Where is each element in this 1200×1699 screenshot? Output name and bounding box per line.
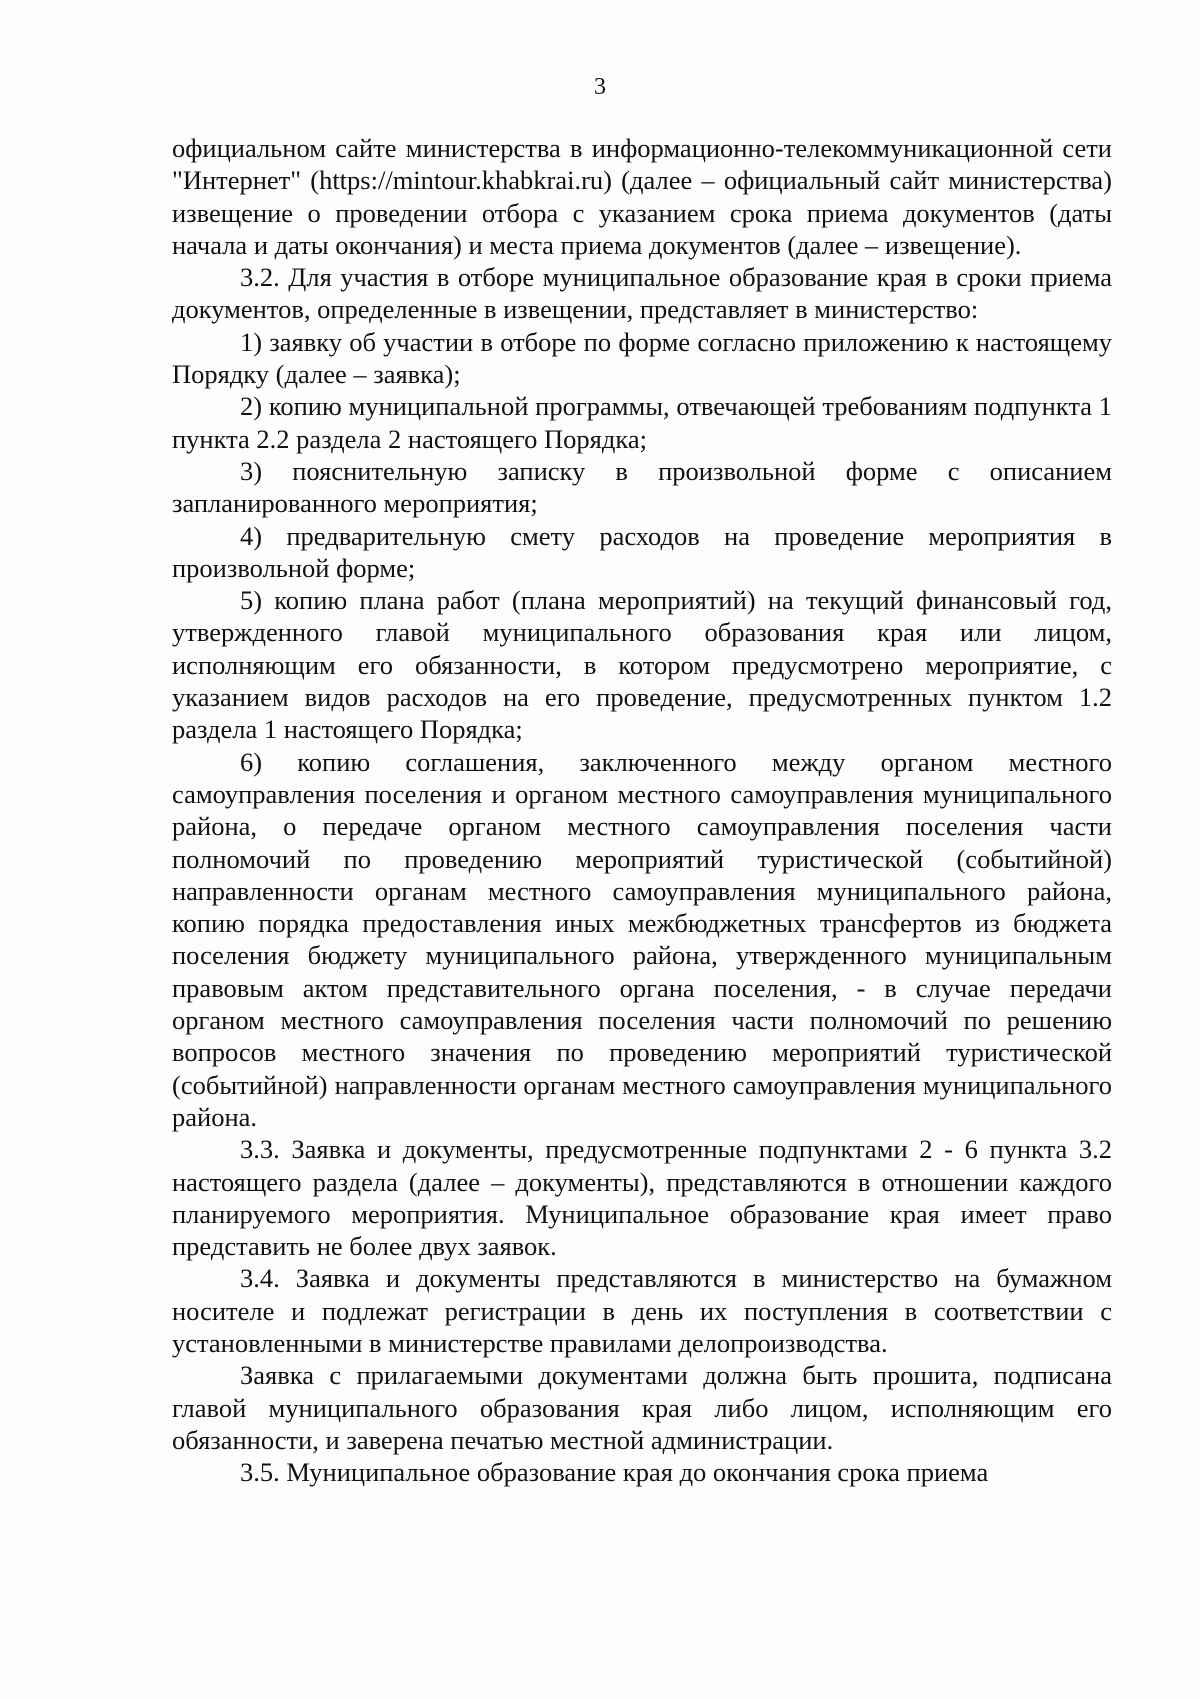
list-item-2: 2) копию муниципальной программы, отвечающей требованиям подпункта 1 пункта 2.2 раздела 2 настоящего Порядка; xyxy=(172,391,1112,454)
paragraph-3-2: 3.2. Для участия в отборе муниципальное образование края в сроки приема документов, определенные в извещении, представляет в министерство: xyxy=(172,262,1112,325)
page-number: 3 xyxy=(594,74,606,100)
paragraph-1: официальном сайте министерства в информационно-телекоммуникационной сети "Интернет" (https://mintour.khabkrai.ru) (далее – официальный сайт министерства) извещение о проведении отбора с указанием срока приема документов (даты начала и даты окончания) и места приема документов (далее – извещение). xyxy=(172,133,1112,260)
list-item-3: 3) пояснительную записку в произвольной форме с описанием запланированного мероприятия; xyxy=(172,455,1112,519)
list-item-6: 6) копию соглашения, заключенного между органом местного самоуправления поселения и органом местного самоуправления муниципального района, о передаче органом местного самоуправления поселения части полномочий по проведению мероприятий туристической (событийной) направленности органам местного самоуправления муниципального района, копию порядка предоставления иных межбюджетных трансфертов из бюджета поселения бюджету муниципального района, утвержденного муниципальным правовым актом представительного органа поселения, - в случае передачи органом местного самоуправления поселения части полномочий по решению вопросов местного значения по проведению мероприятий туристической (событийной) направленности органам местного самоуправления муниципального района. xyxy=(172,746,1112,1132)
paragraph-3-4: 3.4. Заявка и документы представляются в министерство на бумажном носителе и подлежат регистрации в день их поступления в соответствии с установленными в министерстве правилами делопроизводства. xyxy=(172,1263,1112,1358)
list-item-4: 4) предварительную смету расходов на проведение мероприятия в произвольной форме; xyxy=(172,520,1112,583)
paragraph-3-5: 3.5. Муниципальное образование края до окончания срока приема xyxy=(240,1457,989,1488)
list-item-5: 5) копию плана работ (плана мероприятий) на текущий финансовый год, утвержденного главой муниципального образования края или лицом, исполняющим его обязанности, в котором предусмотрено мероприятие, с указанием видов расходов на его проведение, предусмотренных пунктом 1.2 раздела 1 настоящего Порядка; xyxy=(172,585,1112,745)
paragraph-binding-requirements: Заявка с прилагаемыми документами должна быть прошита, подписана главой муниципального образования края либо лицом, исполняющим его обязанности, и заверена печатью местной администрации. xyxy=(172,1360,1112,1455)
document-body xyxy=(172,132,1112,1488)
paragraph-3-3: 3.3. Заявка и документы, предусмотренные подпунктами 2 - 6 пункта 3.2 настоящего раздела (далее – документы), представляются в отношении каждого планируемого мероприятия. Муниципальное образование края имеет право представить не более двух заявок. xyxy=(172,1134,1112,1262)
list-item-1: 1) заявку об участии в отборе по форме согласно приложению к настоящему Порядку (далее – заявка); xyxy=(172,326,1112,390)
